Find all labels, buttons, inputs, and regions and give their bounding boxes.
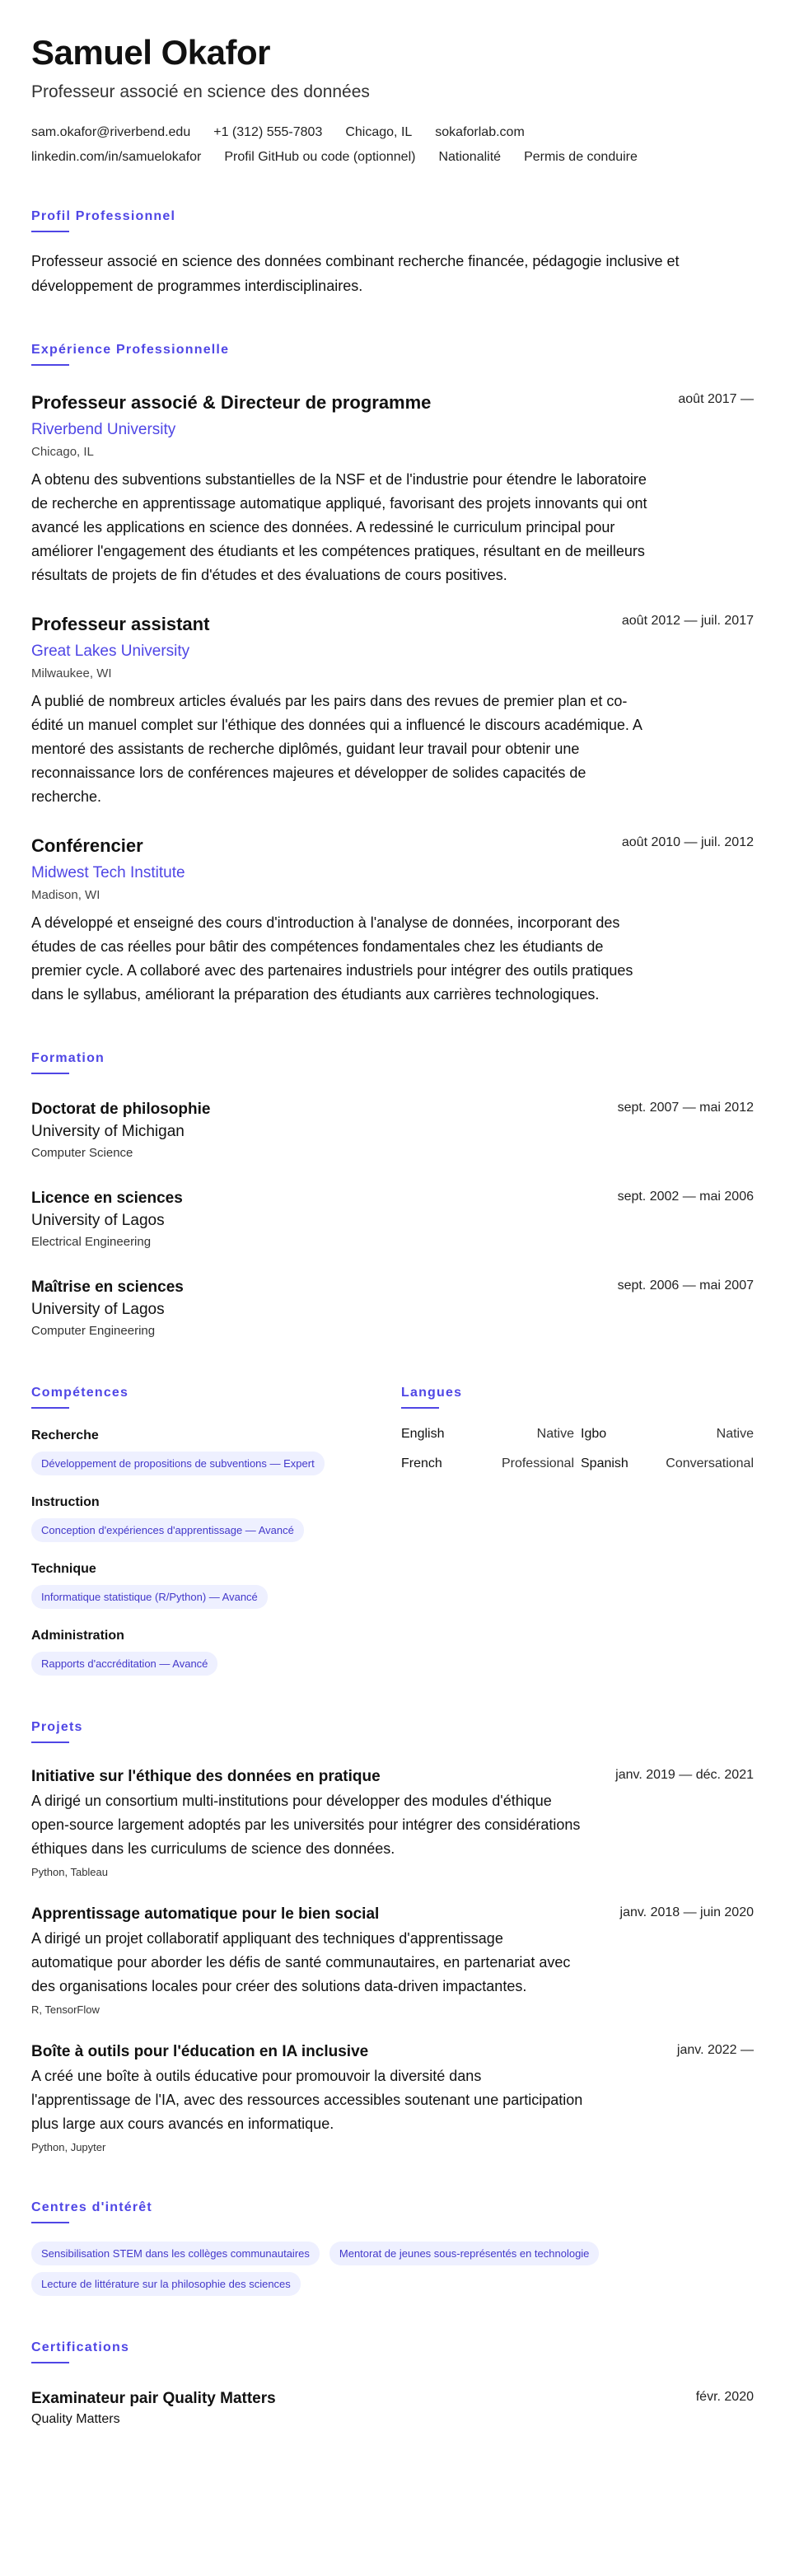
skill-group xyxy=(31,1560,401,1609)
job-description: A publié de nombreux articles évalués par les pairs dans des revues de premier plan et co-édité un manuel complet sur l'éthique des données qui a influencé le discours académique. A mentoré des assistants de recherche diplômés, guidant leur travail pour obtenir une reconnaissance lors de conférences majeures et développer de solides capacités de recherche. xyxy=(31,693,642,805)
interest-chip: Sensibilisation STEM dans les collèges communautaires xyxy=(31,2242,320,2265)
projects-section xyxy=(31,1720,754,2156)
education-entry xyxy=(31,1099,754,1163)
edu-school: University of Lagos xyxy=(31,1212,165,1229)
job-location: Chicago, IL xyxy=(31,445,94,459)
language-name: English xyxy=(401,1427,445,1441)
project-title: Boîte à outils pour l'éducation en IA inclusive xyxy=(31,2043,369,2060)
project-description: A dirigé un projet collaboratif appliquant des techniques d'apprentissage automatique pour aborder les défis de santé communautaires, en partenariat avec des organisations locales pour créer des solutions data-driven impactantes. xyxy=(31,1930,571,1994)
project-entry xyxy=(31,1904,754,2018)
job-location: Milwaukee, WI xyxy=(31,666,112,680)
edu-date: sept. 2006 — mai 2007 xyxy=(617,1279,754,1293)
job-company: Great Lakes University xyxy=(31,643,190,660)
project-title: Initiative sur l'éthique des données en pratique xyxy=(31,1768,381,1785)
contact-row-1 xyxy=(31,125,754,140)
job-company: Midwest Tech Institute xyxy=(31,864,185,881)
language-item xyxy=(401,1427,574,1442)
language-item xyxy=(581,1427,754,1442)
skill-category: Instruction xyxy=(31,1495,100,1509)
project-tech: Python, Jupyter xyxy=(31,2141,106,2153)
section-title-interests: Centres d'intérêt xyxy=(31,2200,754,2223)
project-description: A dirigé un consortium multi-institutions pour développer des modules d'éthique open-source largement adoptés par les universités pour intégrer des considérations éthiques dans les curriculums de science des données. xyxy=(31,1793,581,1857)
language-level: Professional xyxy=(501,1456,574,1470)
cert-name: Examinateur pair Quality Matters xyxy=(31,2390,276,2407)
language-level: Native xyxy=(536,1427,574,1441)
edu-degree: Licence en sciences xyxy=(31,1190,183,1207)
language-name: Spanish xyxy=(581,1456,628,1470)
interest-chip: Lecture de littérature sur la philosophie des sciences xyxy=(31,2272,301,2296)
language-item xyxy=(581,1456,754,1471)
skills-languages-row xyxy=(31,1386,754,1676)
skills-section xyxy=(31,1386,401,1676)
languages-section xyxy=(401,1386,754,1676)
interests-list xyxy=(31,2242,707,2296)
cert-date: févr. 2020 xyxy=(695,2390,754,2404)
experience-section xyxy=(31,343,754,1007)
education-entry xyxy=(31,1277,754,1341)
skill-chip: Développement de propositions de subventions — Expert xyxy=(31,1452,325,1475)
job-title: Conférencier xyxy=(31,835,143,856)
language-item xyxy=(401,1456,574,1471)
section-title-education: Formation xyxy=(31,1051,754,1074)
job-date: août 2012 — juil. 2017 xyxy=(621,614,754,628)
language-level: Conversational xyxy=(666,1456,754,1470)
project-tech: Python, Tableau xyxy=(31,1866,108,1878)
skill-chip: Conception d'expériences d'apprentissage — Avancé xyxy=(31,1518,304,1542)
education-section xyxy=(31,1051,754,1341)
project-date: janv. 2022 — xyxy=(676,2043,754,2057)
profile-summary: Professeur associé en science des données combinant recherche financée, pédagogie inclusive et développement de programmes interdisciplinaires. xyxy=(31,253,680,294)
section-title-projects: Projets xyxy=(31,1720,754,1743)
language-name: Igbo xyxy=(581,1427,607,1441)
project-date: janv. 2019 — déc. 2021 xyxy=(615,1768,754,1782)
candidate-name: Samuel Okafor xyxy=(31,33,270,72)
job-entry xyxy=(31,390,754,587)
contact-license: Permis de conduire xyxy=(524,150,638,164)
profile-section xyxy=(31,209,754,298)
skill-chip: Informatique statistique (R/Python) — Avancé xyxy=(31,1585,268,1609)
contact-location: Chicago, IL xyxy=(345,125,413,139)
contact-github[interactable]: Profil GitHub ou code (optionnel) xyxy=(224,150,416,164)
interests-section xyxy=(31,2200,754,2296)
project-entry xyxy=(31,1766,754,1881)
job-date: août 2010 — juil. 2012 xyxy=(621,835,754,849)
job-entry xyxy=(31,834,754,1007)
edu-degree: Doctorat de philosophie xyxy=(31,1101,211,1118)
section-title-languages: Langues xyxy=(401,1386,754,1409)
project-date: janv. 2018 — juin 2020 xyxy=(619,1905,754,1919)
contact-row-2 xyxy=(31,150,754,165)
language-level: Native xyxy=(716,1427,754,1441)
interest-chip: Mentorat de jeunes sous-représentés en technologie xyxy=(329,2242,600,2265)
contact-phone[interactable]: +1 (312) 555-7803 xyxy=(213,125,323,139)
section-title-experience: Expérience Professionnelle xyxy=(31,343,754,366)
skill-group xyxy=(31,1627,401,1676)
edu-school: University of Lagos xyxy=(31,1301,165,1318)
job-title: Professeur associé & Directeur de programme xyxy=(31,392,432,413)
job-title: Professeur assistant xyxy=(31,614,210,634)
contact-nationality: Nationalité xyxy=(438,150,502,164)
edu-field: Computer Engineering xyxy=(31,1324,156,1338)
skill-group xyxy=(31,1427,401,1475)
edu-school: University of Michigan xyxy=(31,1123,185,1140)
education-entry xyxy=(31,1188,754,1252)
project-tech: R, TensorFlow xyxy=(31,2003,100,2016)
certifications-section xyxy=(31,2340,754,2429)
languages-grid xyxy=(401,1427,754,1471)
skill-group xyxy=(31,1494,401,1542)
job-description: A développé et enseigné des cours d'introduction à l'analyse de données, incorporant des études de cas réelles pour bâtir des compétences fondamentales chez les étudiants de premier cycle. A collaboré avec des partenaires industriels pour intégrer des outils pratiques dans le syllabus, améliorant la préparation des étudiants aux carrières technologiques. xyxy=(31,914,633,1003)
edu-date: sept. 2007 — mai 2012 xyxy=(617,1101,754,1115)
edu-degree: Maîtrise en sciences xyxy=(31,1279,184,1296)
job-entry xyxy=(31,612,754,809)
skill-category: Recherche xyxy=(31,1428,99,1442)
project-title: Apprentissage automatique pour le bien social xyxy=(31,1905,380,1923)
job-company: Riverbend University xyxy=(31,421,176,438)
project-entry xyxy=(31,2041,754,2156)
contact-linkedin[interactable]: linkedin.com/in/samuelokafor xyxy=(31,150,202,164)
job-location: Madison, WI xyxy=(31,888,100,902)
language-name: French xyxy=(401,1456,442,1470)
section-title-skills: Compétences xyxy=(31,1386,401,1409)
skill-category: Technique xyxy=(31,1562,96,1576)
section-title-profile: Profil Professionnel xyxy=(31,209,754,232)
skill-category: Administration xyxy=(31,1629,124,1643)
edu-date: sept. 2002 — mai 2006 xyxy=(617,1190,754,1204)
cert-issuer: Quality Matters xyxy=(31,2412,120,2426)
job-description: A obtenu des subventions substantielles de la NSF et de l'industrie pour étendre le laboratoire de recherche en apprentissage automatique appliqué, favorisant des projets innovants qui ont avancé les applications en science des données. A redessiné le curriculum principal pour améliorer l'engagement des étudiants et les compétences pratiques, résultant en de meilleurs résultats de projets de fin d'études et des évaluations de cours positives. xyxy=(31,471,647,583)
candidate-headline: Professeur associé en science des données xyxy=(31,82,370,101)
project-description: A créé une boîte à outils éducative pour promouvoir la diversité dans l'apprentissage de l'IA, avec des ressources accessibles soutenant une participation plus large aux cours avancés en informatique. xyxy=(31,2068,583,2132)
edu-field: Computer Science xyxy=(31,1146,133,1160)
contact-email[interactable]: sam.okafor@riverbend.edu xyxy=(31,125,191,139)
certification-entry xyxy=(31,2388,754,2429)
skill-chip: Rapports d'accréditation — Avancé xyxy=(31,1652,217,1676)
edu-field: Electrical Engineering xyxy=(31,1235,152,1249)
contact-website[interactable]: sokaforlab.com xyxy=(435,125,525,139)
job-date: août 2017 — xyxy=(678,392,754,406)
section-title-certifications: Certifications xyxy=(31,2340,754,2363)
